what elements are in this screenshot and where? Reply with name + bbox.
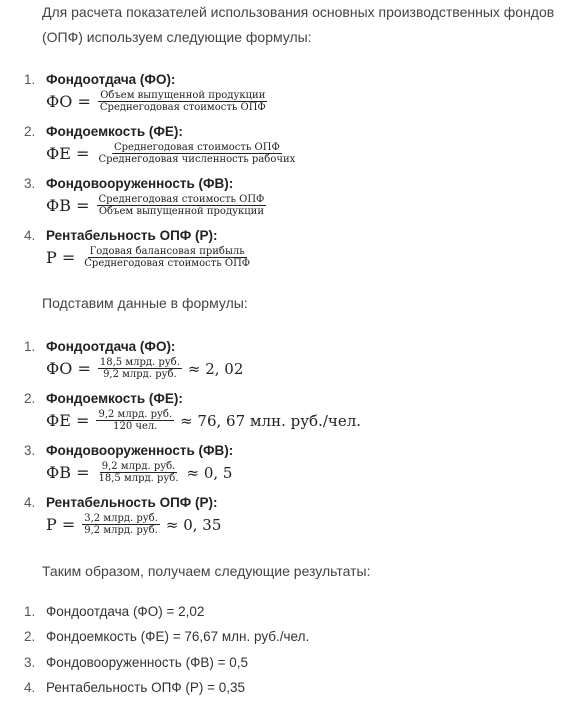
formula-expression	[46, 90, 271, 113]
calculation-expression	[46, 409, 361, 432]
fraction-numerator: 3,2 млрд. руб.	[84, 513, 158, 524]
list-number: 2.	[24, 124, 36, 139]
result-text: Фондоемкость (ФЕ) = 76,67 млн. руб./чел.	[46, 629, 310, 644]
result-text: Рентабельность ОПФ (Р) = 0,35	[46, 680, 246, 695]
fraction-numerator: Объем выпущенной продукции	[100, 90, 266, 101]
formula-lhs: ФЕ =	[46, 411, 90, 430]
list-number: 1.	[24, 604, 36, 619]
formula-expression	[46, 194, 269, 217]
fraction-numerator: 9,2 млрд. руб.	[101, 461, 176, 472]
calculation-title: Фондоемкость (ФЕ):	[46, 391, 183, 406]
list-number: 2.	[24, 629, 36, 644]
formula-lhs: ФО =	[46, 92, 91, 111]
calculation-title: Фондоотдача (ФО):	[46, 339, 176, 354]
fraction-denominator: 9,2 млрд. руб.	[103, 369, 177, 380]
fraction-denominator: Среднегодовая стоимость ОПФ	[99, 102, 266, 113]
fraction-numerator: 9,2 млрд. руб.	[98, 409, 173, 420]
formula-lhs: Р =	[46, 515, 76, 534]
fraction	[97, 461, 181, 484]
list-number: 4.	[24, 228, 36, 243]
formula-expression	[46, 246, 255, 269]
formula-lhs: ФЕ =	[46, 144, 90, 163]
fraction-denominator: 18,5 млрд. руб.	[98, 473, 179, 484]
fraction	[98, 90, 268, 113]
fraction-numerator: Среднегодовая стоимость ОПФ	[113, 142, 280, 153]
list-number: 3.	[24, 443, 36, 458]
fraction-denominator: Среднегодовая численность рабочих	[98, 154, 296, 165]
results-intro: Таким образом, получаем следующие результаты:	[42, 563, 371, 579]
formula-title: Рентабельность ОПФ (Р):	[46, 228, 218, 243]
formula-expression	[46, 142, 300, 165]
fraction-numerator: Годовая балансовая прибыль	[89, 246, 245, 257]
list-number: 4.	[24, 495, 36, 510]
substitute-intro: Подставим данные в формулы:	[42, 295, 248, 311]
fraction	[98, 357, 182, 380]
list-number: 1.	[24, 339, 36, 354]
calculation-title: Фондовооруженность (ФВ):	[46, 443, 234, 458]
fraction	[97, 194, 267, 217]
formula-lhs: ФВ =	[46, 463, 90, 482]
formula-title: Фондоемкость (ФЕ):	[46, 124, 183, 139]
intro-line-2: (ОПФ) используем следующие формулы:	[42, 29, 312, 45]
formula-lhs: ФО =	[46, 359, 91, 378]
formula-title: Фондоотдача (ФО):	[46, 72, 176, 87]
formula-lhs: Р =	[46, 248, 76, 267]
fraction-denominator: Объем выпущенной продукции	[98, 206, 265, 217]
calculation-title: Рентабельность ОПФ (Р):	[46, 495, 218, 510]
fraction-numerator: Среднегодовая стоимость ОПФ	[98, 194, 265, 205]
calculation-result: ≈ 2, 02	[187, 359, 244, 378]
formula-title: Фондовооруженность (ФВ):	[46, 176, 234, 191]
list-number: 3.	[24, 176, 36, 191]
result-text: Фондоотдача (ФО) = 2,02	[46, 604, 205, 619]
fraction-denominator: 9,2 млрд. руб.	[84, 525, 158, 536]
fraction	[96, 409, 174, 432]
fraction-denominator: 120 чел.	[113, 421, 158, 432]
list-number: 4.	[24, 680, 36, 695]
fraction	[96, 142, 297, 165]
list-number: 1.	[24, 72, 36, 87]
calculation-result: ≈ 0, 35	[165, 515, 222, 534]
calculation-expression	[46, 357, 243, 380]
result-text: Фондовооруженность (ФВ) = 0,5	[46, 655, 248, 670]
intro-line-1: Для расчета показателей использования основных производственных фондов	[42, 4, 555, 20]
fraction	[82, 246, 252, 269]
calculation-expression	[46, 513, 221, 536]
list-number: 3.	[24, 655, 36, 670]
list-number: 2.	[24, 391, 36, 406]
fraction-denominator: Среднегодовая стоимость ОПФ	[84, 258, 251, 269]
calculation-expression	[46, 461, 232, 484]
fraction	[82, 513, 160, 536]
fraction-numerator: 18,5 млрд. руб.	[99, 357, 180, 368]
calculation-result: ≈ 0, 5	[186, 463, 233, 482]
formula-lhs: ФВ =	[46, 196, 90, 215]
calculation-result: ≈ 76, 67 млн. руб./чел.	[180, 411, 361, 430]
